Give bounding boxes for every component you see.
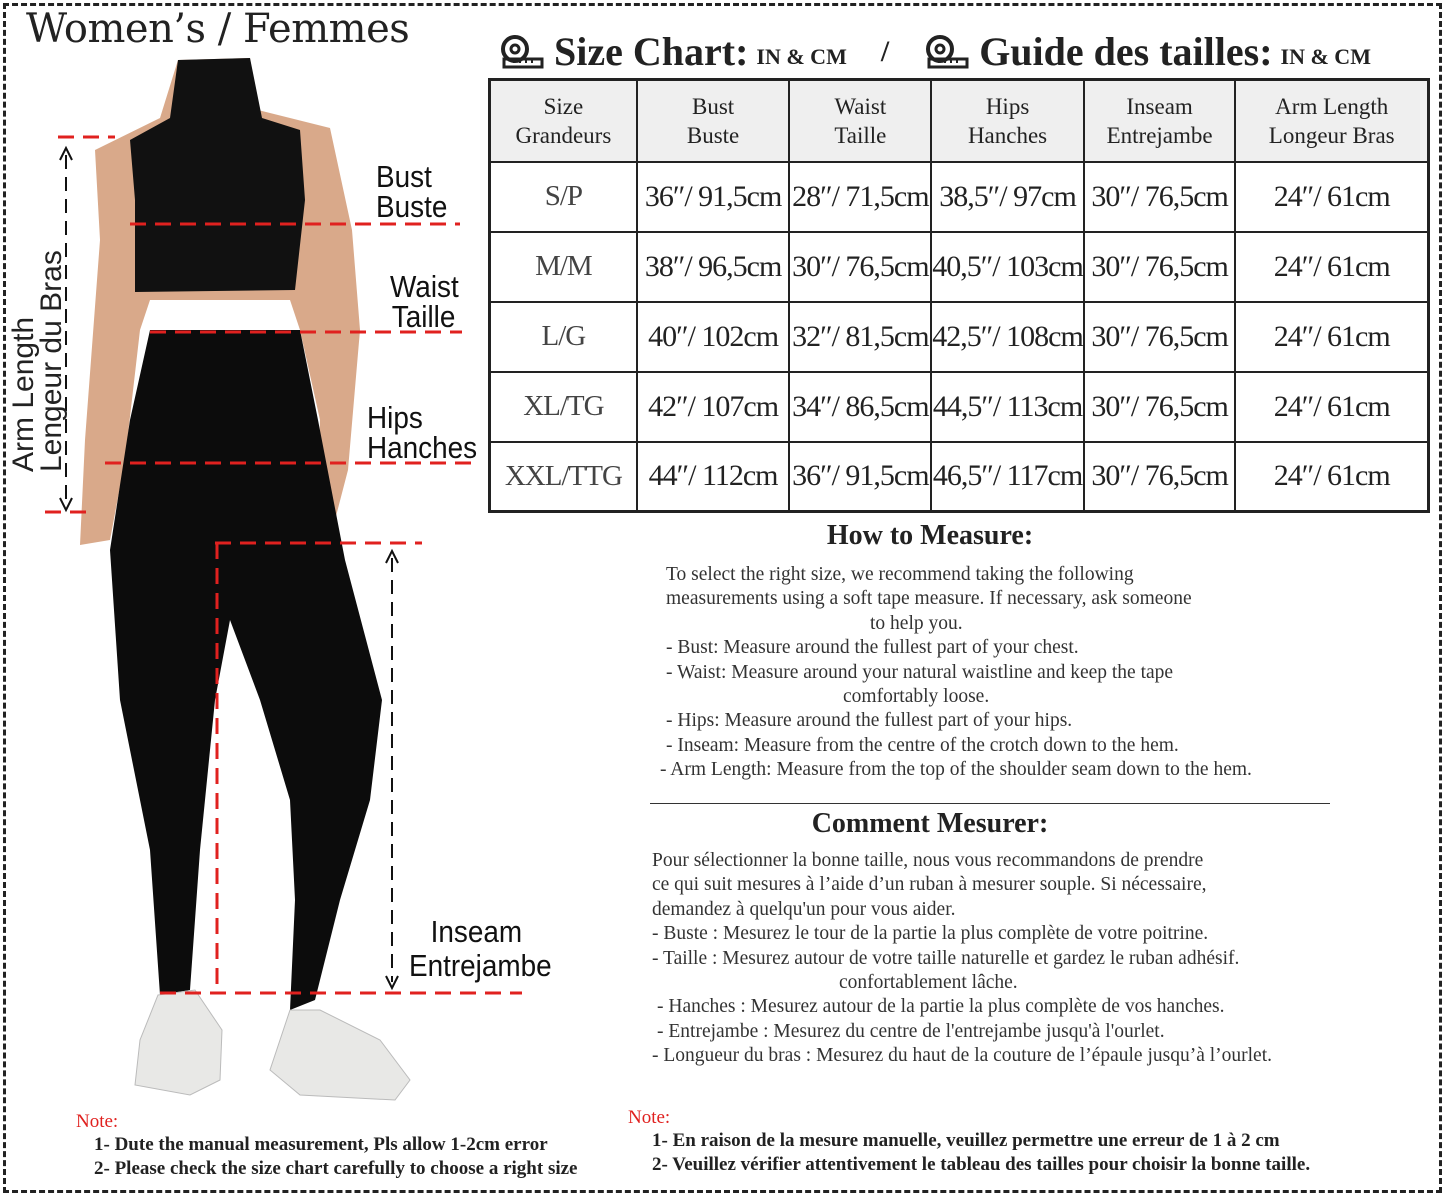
- measurement-cell: 28″/ 71,5cm: [789, 162, 931, 232]
- column-header-label: Grandeurs: [515, 122, 612, 148]
- size-cell: XL/TG: [490, 372, 637, 442]
- how-to-measure-section: [620, 520, 1240, 552]
- comment-mesurer-title: Comment Mesurer:: [811, 808, 1049, 839]
- measurement-cell: 36″/ 91,5cm: [637, 162, 790, 232]
- measurement-cell: 30″/ 76,5cm: [1084, 162, 1236, 232]
- how-to-measure-text: [660, 563, 1380, 783]
- page-title: Women’s / Femmes: [26, 6, 410, 52]
- measurement-cell: 24″/ 61cm: [1235, 232, 1428, 302]
- text-line: - Taille : Mesurez autour de votre taille naturelle et gardez le ruban adhésif.: [652, 947, 1240, 969]
- table-row: [490, 372, 1429, 442]
- table-row: [490, 302, 1429, 372]
- column-header-label: Longeur Bras: [1268, 122, 1395, 148]
- size-table: [488, 78, 1430, 513]
- model-silhouette: [80, 58, 410, 1100]
- text-line: ce qui suit mesures à l’aide d’un ruban à mesurer souple. Si nécessaire,: [652, 874, 1207, 896]
- column-header-label: Hips: [985, 93, 1030, 119]
- measurement-cell: 34″/ 86,5cm: [789, 372, 931, 442]
- measurement-cell: 24″/ 61cm: [1235, 162, 1428, 232]
- size-cell: L/G: [490, 302, 637, 372]
- column-header-label: Entrejambe: [1106, 122, 1213, 148]
- inseam-label: Inseam Entrejambe: [409, 914, 552, 983]
- column-header-label: Size: [543, 93, 584, 119]
- measurement-cell: 24″/ 61cm: [1235, 302, 1428, 372]
- size-chart-header: Size Chart: IN & CM / Guide des tailles: IN & CM: [500, 28, 1405, 75]
- measurement-cell: 44″/ 112cm: [637, 442, 790, 512]
- column-header: [789, 80, 931, 162]
- measurement-cell: 44,5″/ 113cm: [931, 372, 1083, 442]
- measurement-cell: 30″/ 76,5cm: [1084, 442, 1236, 512]
- measurement-cell: 24″/ 61cm: [1235, 372, 1428, 442]
- text-line: - Arm Length: Measure from the top of the shoulder seam down to the hem.: [660, 759, 1252, 781]
- measurement-cell: 30″/ 76,5cm: [1084, 302, 1236, 372]
- size-cell: S/P: [490, 162, 637, 232]
- text-line: measurements using a soft tape measure. If necessary, ask someone: [666, 588, 1192, 610]
- column-header-label: Buste: [686, 122, 740, 148]
- measurement-cell: 42″/ 107cm: [637, 372, 790, 442]
- text-line: To select the right size, we recommend taking the following: [666, 564, 1134, 585]
- text-line: - Inseam: Measure from the centre of the crotch down to the hem.: [666, 734, 1179, 756]
- column-header: [1084, 80, 1236, 162]
- size-cell: M/M: [490, 232, 637, 302]
- hips-label: Hips Hanches: [367, 400, 478, 465]
- measurement-cell: 30″/ 76,5cm: [1084, 232, 1236, 302]
- text-line: - Entrejambe : Mesurez du centre de l'entrejambe jusqu'à l'ourlet.: [657, 1020, 1165, 1042]
- text-line: - Buste : Mesurez le tour de la partie la plus complète de votre poitrine.: [652, 923, 1209, 945]
- tape-measure-icon: [500, 35, 544, 69]
- table-row: [490, 442, 1429, 512]
- text-line: demandez à quelqu'un pour vous aider.: [652, 898, 956, 920]
- column-header-label: Bust: [691, 93, 735, 119]
- text-line: - Waist: Measure around your natural waistline and keep the tape: [666, 661, 1174, 683]
- measurement-cell: 40″/ 102cm: [637, 302, 790, 372]
- column-header-label: Waist: [834, 93, 887, 119]
- measurement-cell: 36″/ 91,5cm: [789, 442, 931, 512]
- column-header: [1235, 80, 1428, 162]
- text-line: to help you.: [870, 612, 963, 634]
- notes-en: Note: 1- Dute the manual measurement, Pls allow 1-2cm error 2- Please check the size chart carefully to choose a right size: [76, 1111, 578, 1179]
- table-row: [490, 162, 1429, 232]
- text-line: comfortably loose.: [843, 686, 990, 708]
- column-header-label: Taille: [834, 122, 887, 148]
- bust-label: Bust Buste: [376, 159, 448, 224]
- text-line: - Hanches : Mesurez autour de la partie la plus complète de vos hanches.: [657, 996, 1225, 1018]
- tape-measure-icon: [925, 35, 969, 69]
- text-line: confortablement lâche.: [839, 972, 1018, 994]
- measurement-cell: 24″/ 61cm: [1235, 442, 1428, 512]
- divider: [650, 803, 1330, 804]
- measurement-cell: 38,5″/ 97cm: [931, 162, 1083, 232]
- arm-length-label: Arm Length Lengeur du Bras: [7, 250, 68, 472]
- waist-label: Waist Taille: [390, 269, 459, 334]
- column-header: [931, 80, 1083, 162]
- text-line: Pour sélectionner la bonne taille, nous vous recommandons de prendre: [652, 850, 1204, 871]
- notes-fr: Note: 1- En raison de la mesure manuelle, veuillez permettre une erreur de 1 à 2 cm 2- Veuillez vérifier attentivement le tableau des tailles pour choisir la bonne taille.: [628, 1107, 1311, 1175]
- measurement-cell: 38″/ 96,5cm: [637, 232, 790, 302]
- table-header-row: [490, 80, 1429, 162]
- measurement-cell: 30″/ 76,5cm: [789, 232, 931, 302]
- column-header-label: Arm Length: [1275, 93, 1389, 119]
- measurement-cell: 30″/ 76,5cm: [1084, 372, 1236, 442]
- how-to-measure-title: How to Measure:: [826, 520, 1034, 551]
- table-row: [490, 232, 1429, 302]
- text-line: - Bust: Measure around the fullest part of your chest.: [666, 637, 1079, 659]
- column-header-label: Hanches: [967, 122, 1048, 148]
- column-header-label: Inseam: [1126, 93, 1193, 119]
- size-cell: XXL/TTG: [490, 442, 637, 512]
- text-line: - Hips: Measure around the fullest part of your hips.: [666, 710, 1073, 732]
- measurement-cell: 42,5″/ 108cm: [931, 302, 1083, 372]
- column-header: [490, 80, 637, 162]
- text-line: - Longueur du bras : Mesurez du haut de la couture de l’épaule jusqu’à l’ourlet.: [652, 1045, 1272, 1067]
- column-header: [637, 80, 790, 162]
- measurement-cell: 32″/ 81,5cm: [789, 302, 931, 372]
- comment-mesurer-text: [652, 849, 1392, 1069]
- measurement-cell: 40,5″/ 103cm: [931, 232, 1083, 302]
- measurement-cell: 46,5″/ 117cm: [931, 442, 1083, 512]
